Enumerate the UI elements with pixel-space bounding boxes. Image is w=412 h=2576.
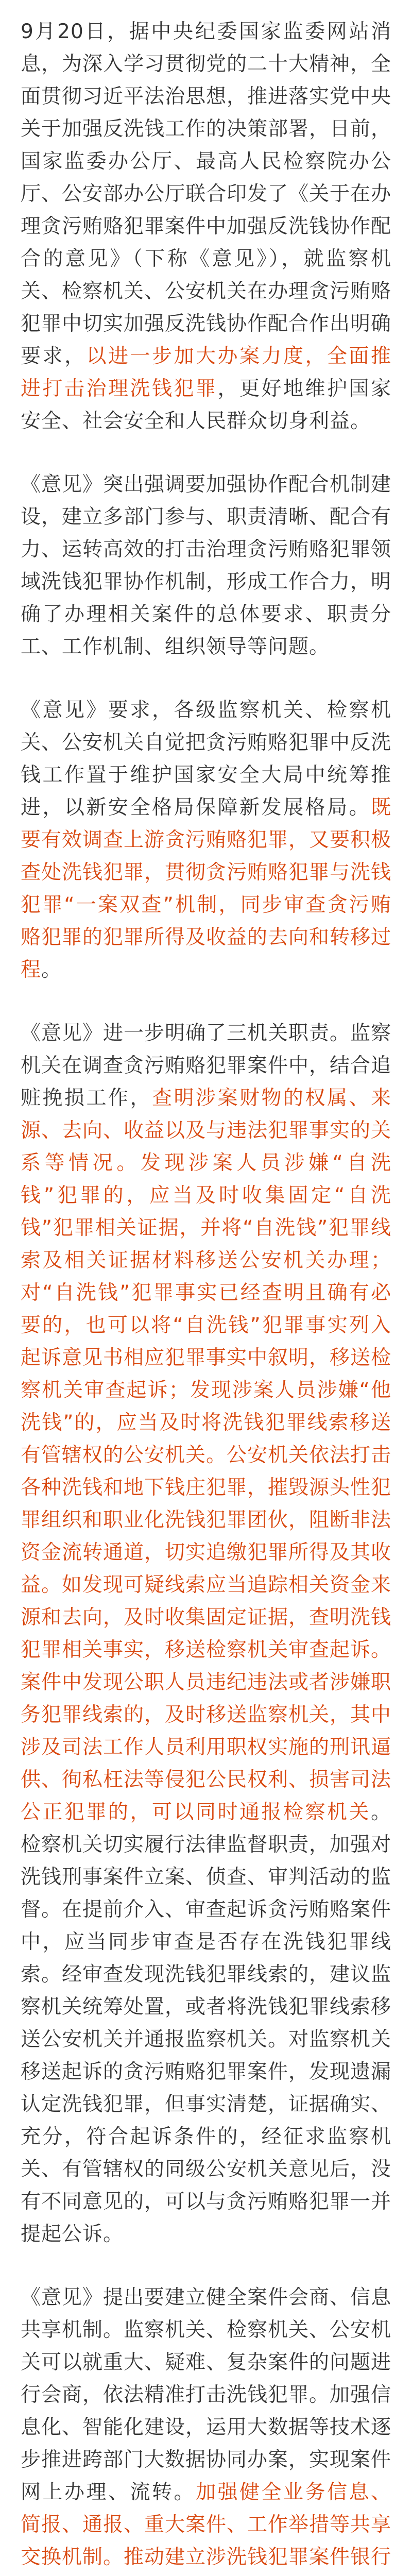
paragraph-text: 《意见》突出强调要加强协作配合机制建设，建立多部门参与、职责清晰、配合有力、运转高效的打击治理贪污贿赂犯罪领域洗钱犯罪协作机制，形成工作合力，明确了办理相关案件的总体要求、职责分工、工作机制、组织领导等问题。 [21, 473, 392, 658]
article-paragraph [21, 2281, 391, 2576]
highlighted-text: 查明涉案财物的权属、来源、去向、收益以及与违法犯罪事实的关系等情况。发现涉案人员涉嫌“自洗钱”犯罪的，应当及时收集固定“自洗钱”犯罪相关证据，并将“自洗钱”犯罪线索及相关证据材料移送公安机关办理；对“自洗钱”犯罪事实已经查明且确有必要的，也可以将“自洗钱”犯罪事实列入起诉意见书相应犯罪事实中叙明，移送检察机关审查起诉；发现涉案人员涉嫌“他洗钱”的，应当及时将洗钱犯罪线索移送有管辖权的公安机关。公安机关依法打击各种洗钱和地下钱庄犯罪，摧毁源头性犯罪组织和职业化洗钱犯罪团伙，阻断非法资金流转通道，切实追缴犯罪所得及其收益。如发现可疑线索应当追踪相关资金来源和去向，及时收集固定证据，查明洗钱犯罪相关事实，移送检察机关审查起诉。案件中发现公职人员违纪违法或者涉嫌职务犯罪线索的，及时移送监察机关，其中涉及司法工作人员利用职权实施的刑讯逼供、徇私枉法等侵犯公民权利、损害司法公正犯罪的，可以同时通报检察机关 [21, 1087, 392, 1824]
article-paragraph [21, 15, 391, 437]
paragraph-text: 。检察机关切实履行法律监督职责，加强对洗钱刑事案件立案、侦查、审判活动的监督。在提前介入、审查起诉贪污贿赂案件中，应当同步审查是否存在洗钱犯罪线索。经审查发现洗钱犯罪线索的，建议监察机关统筹处置，或者将洗钱犯罪线索移送公安机关并通报监察机关。对监察机关移送起诉的贪污贿赂犯罪案件，发现遗漏认定洗钱犯罪，但事实清楚，证据确实、充分，符合起诉条件的，经征求监察机关、有管辖权的同级公安机关意见后，没有不同意见的，可以与贪污贿赂犯罪一并提起公诉。 [21, 1801, 392, 2246]
paragraph-text: 《意见》要求，各级监察机关、检察机关、公安机关自觉把贪污贿赂犯罪中反洗钱工作置于维护国家安全大局中统筹推进，以新安全格局保障新发展格局。 [21, 699, 392, 819]
paragraph-text: 9月20日，据中央纪委国家监委网站消息，为深入学习贯彻党的二十大精神，全面贯彻习近平法治思想，推进落实党中央关于加强反洗钱工作的决策部署，日前，国家监委办公厅、最高人民检察院办公厅、公安部办公厅联合印发了《关于在办理贪污贿赂犯罪案件中加强反洗钱协作配合的意见》（下称《意见》），就监察机关、检察机关、公安机关在办理贪污贿赂犯罪中切实加强反洗钱协作配合作出明确要求， [21, 20, 392, 368]
paragraph-text: 《意见》提出要建立健全案件会商、信息共享机制。监察机关、检察机关、公安机关可以就重大、疑难、复杂案件的问题进行会商，依法精准打击洗钱犯罪。加强信息化、智能化建设，运用大数据等技术逐步推进跨部门大数据协同办案，实现案件网上办理、流转。 [21, 2286, 392, 2504]
highlighted-text: 加强健全业务信息、简报、通报、重大案件、工作举措等共享交换机制。推动建立涉洗钱犯罪案件银行 [21, 2481, 392, 2569]
paragraph-text: ，更好地维护国家安全、社会安全和人民群众切身利益。 [21, 377, 391, 433]
paragraph-text: 。 [41, 958, 62, 981]
article-paragraph [21, 1017, 391, 2250]
article-paragraph [21, 694, 391, 986]
paragraph-text: 《意见》进一步明确了三机关职责。监察机关在调查贪污贿赂犯罪案件中，结合追赃挽损工作， [21, 1022, 392, 1110]
article-paragraph [21, 468, 391, 663]
highlighted-text: 既要有效调查上游贪污贿赂犯罪，又要积极查处洗钱犯罪，贯彻贪污贿赂犯罪与洗钱犯罪“一案双查”机制，同步审查贪污贿赂犯罪的犯罪所得及收益的去向和转移过程 [21, 796, 392, 981]
highlighted-text: 以进一步加大办案力度，全面推进打击治理洗钱犯罪 [21, 345, 391, 400]
